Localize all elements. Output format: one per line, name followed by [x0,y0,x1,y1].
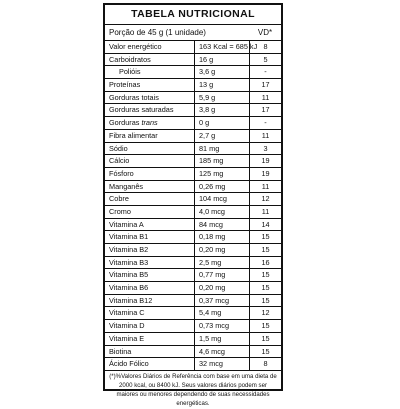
table-row [105,346,281,359]
nutrient-amount: 0 g [195,117,250,129]
nutrient-vd: 15 [261,245,270,254]
nutrient-name [105,206,195,218]
nutrient-vd: 19 [261,156,270,166]
nutrient-vd: 11 [261,130,270,140]
nutrient-amount: 4,6 mcg [195,346,250,358]
nutrient-amount: 2,7 g [195,130,250,142]
nutrient-name [105,269,195,281]
nutrient-name-text: Vitamina B12 [109,295,153,305]
table-row [105,143,281,156]
nutrient-amount: 163 Kcal = 685 kJ [195,41,250,53]
nutrient-amount: 2,5 mg [195,257,250,269]
nutrient-vd: 15 [261,333,270,343]
nutrient-name-text: Vitamina C [109,308,145,318]
nutrient-name-text: Ácido Fólico [109,359,149,369]
nutrient-name [105,41,195,53]
nutrient-name-text: Fósforo [109,168,134,178]
nutrient-name-text: Cálcio [109,156,130,166]
table-row [105,54,281,67]
table-row [105,92,281,105]
nutrient-amount: 1,5 mg [195,333,250,345]
nutrient-name-text: Vitamina A [109,219,144,229]
table-row [105,130,281,143]
portion-header [105,25,281,41]
nutrient-name-text: Gorduras saturadas [109,105,174,115]
portion-label: Porção de 45 g (1 unidade) [109,28,206,37]
table-row [105,257,281,270]
nutrient-vd: 11 [261,206,270,216]
nutrient-vd: 3 [263,143,268,153]
table-row [105,168,281,181]
nutrient-name-text: Valor energético [109,42,162,51]
nutrient-vd: 15 [261,346,270,356]
nutrient-name-text: Vitamina B3 [109,257,149,267]
table-row [105,244,281,257]
nutrient-name-text: Cromo [109,206,131,216]
nutrient-name-text: Manganês [109,181,144,191]
table-row [105,181,281,194]
nutrient-name [105,295,195,307]
nutrient-name-text: Cobre [109,194,129,204]
nutrient-name [105,79,195,91]
nutrient-amount: 4,0 mcg [195,206,250,218]
table-row [105,206,281,219]
nutrient-vd: 12 [261,194,270,204]
nutrient-amount: 16 g [195,54,250,66]
nutrient-name-text: Biotina [109,346,132,356]
table-row [105,79,281,92]
table-row [105,219,281,232]
nutrient-name [105,66,195,78]
nutrient-name [105,307,195,319]
nutrient-amount: 5,9 g [195,92,250,104]
nutrient-name-text: Sódio [109,143,128,153]
table-row [105,66,281,79]
nutrient-name [105,104,195,116]
nutrient-name-text: Gorduras totais [109,92,159,102]
nutrient-name-text: Vitamina B5 [109,270,149,280]
nutrient-name [105,358,195,370]
nutrient-amount: 84 mcg [195,219,250,231]
nutrient-name [105,282,195,294]
nutrient-vd: - [264,67,267,77]
nutrition-table [103,3,283,408]
footnote: (*)%Valores Diários de Referência com base em uma dieta de 2000 kcal, ou 8400 kJ. Seus valores diários podem ser maiores ou menores dependendo de suas necessidades energéticas. [109,372,277,408]
nutrient-amount: 3,6 g [195,66,250,78]
nutrient-amount: 185 mg [195,155,250,167]
nutrient-name-text: Vitamina D [109,321,145,331]
nutrient-name [105,143,195,155]
nutrient-vd: 15 [261,321,270,331]
table-row [105,231,281,244]
nutrient-vd: 17 [261,80,270,90]
table-row [105,333,281,346]
nutrient-vd: 15 [261,270,270,280]
table-row [105,295,281,308]
nutrient-name [105,346,195,358]
nutrient-amount: 3,8 g [195,104,250,116]
nutrient-name-text: Fibra alimentar [109,130,158,140]
table-row [105,117,281,130]
nutrient-vd: 19 [261,168,270,178]
nutrient-amount: 0,73 mcg [195,320,250,332]
nutrient-name-text: Vitamina E [109,333,145,343]
nutrient-name-text: Vitamina B6 [109,283,149,293]
nutrient-name [105,193,195,205]
vd-header: VD* [257,28,273,37]
nutrient-vd: 5 [263,54,268,64]
nutrient-name [105,92,195,104]
nutrient-name [105,257,195,269]
nutrient-name-text: Gorduras [109,118,142,128]
table-title: TABELA NUTRICIONAL [105,5,281,25]
table-row [105,193,281,206]
nutrient-name [105,117,195,129]
nutrient-amount: 0,20 mg [195,244,250,256]
table-row [105,269,281,282]
nutrient-name-text: Proteínas [109,80,141,90]
nutrient-vd: 14 [261,219,270,229]
nutrient-amount: 32 mcg [195,358,250,370]
nutrient-name-text: Polióis [119,67,141,77]
nutrient-name-italic: trans [141,118,158,128]
nutrient-amount: 0,26 mg [195,181,250,193]
nutrient-vd: 15 [261,295,270,305]
nutrient-amount: 5,4 mg [195,307,250,319]
nutrient-name-text: Carboidratos [109,54,151,64]
nutrient-amount: 0,37 mcg [195,295,250,307]
nutrient-name-text: Vitamina B2 [109,245,149,254]
nutrient-amount: 125 mg [195,168,250,180]
nutrient-amount: 81 mg [195,143,250,155]
nutrient-vd: 17 [261,105,270,115]
nutrient-amount: 0,20 mg [195,282,250,294]
table-row [105,155,281,168]
nutrient-name [105,155,195,167]
nutrient-name [105,231,195,243]
nutrient-name [105,168,195,180]
nutrient-amount: 0,77 mg [195,269,250,281]
table-row [105,41,281,54]
nutrient-vd: 16 [261,257,270,267]
nutrient-name-text: Vitamina B1 [109,232,149,242]
nutrient-name [105,54,195,66]
table-row [105,358,281,371]
nutrient-vd: 15 [261,232,270,242]
nutrient-vd: 12 [261,308,270,318]
nutrient-name [105,320,195,332]
nutrient-vd: 11 [261,181,270,191]
nutrient-vd: 8 [263,359,268,369]
table-row [105,282,281,295]
nutrient-rows [105,41,281,371]
nutrient-amount: 104 mcg [195,193,250,205]
nutrient-amount: 13 g [195,79,250,91]
table-row [105,307,281,320]
nutrient-vd: - [264,118,267,128]
nutrient-name [105,244,195,256]
table-row [105,320,281,333]
nutrient-name [105,219,195,231]
table-row [105,104,281,117]
nutrient-vd: 8 [263,42,268,51]
nutrient-name [105,130,195,142]
nutrient-vd: 11 [261,92,270,102]
nutrient-vd: 15 [261,283,270,293]
nutrient-name [105,181,195,193]
nutrient-amount: 0,18 mg [195,231,250,243]
nutrient-name [105,333,195,345]
